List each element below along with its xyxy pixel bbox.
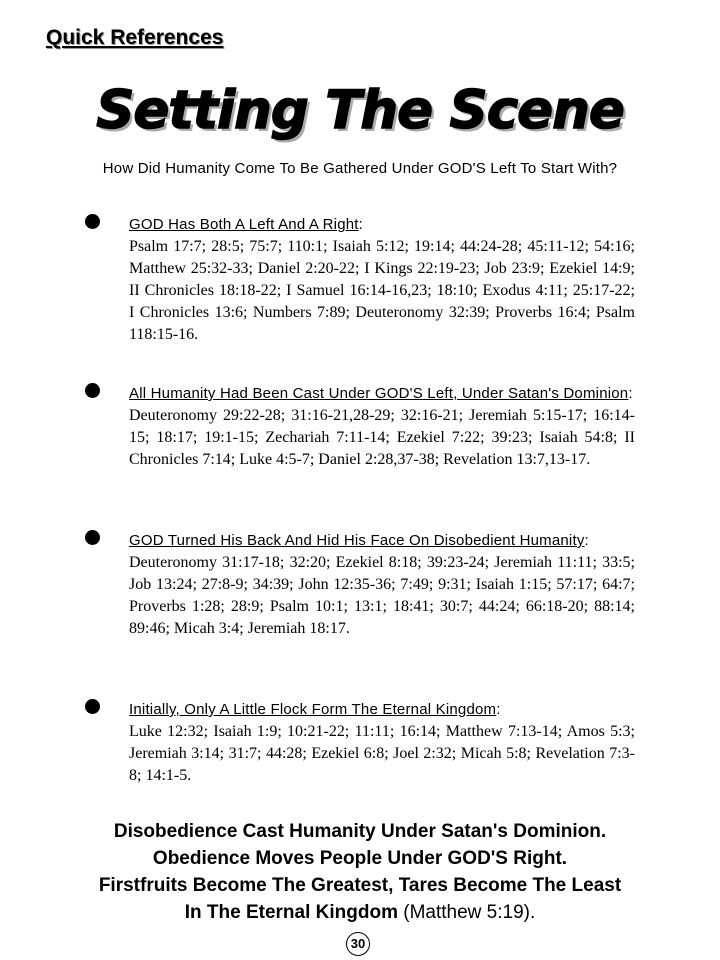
bullet-icon bbox=[85, 530, 100, 545]
reference-entry bbox=[85, 383, 635, 471]
summary-line bbox=[0, 899, 720, 926]
entry-heading-colon: : bbox=[628, 385, 633, 402]
entry-references: Psalm 17:7; 28:5; 75:7; 110:1; Isaiah 5:12; 19:14; 44:24-28; 45:11-12; 54:16; Matthew 25:32-33; Daniel 2:20-22; I Kings 22:19-23; Job 23:9; Ezekiel 14:9; II Chronicles 18:18-22; I Samuel 16:14-16,23; 18:10; Exodus 4:11; 25:17-22; I Chronicles 13:6; Numbers 7:89; Deuteronomy 32:39; Proverbs 16:4; Psalm 118:15-16. bbox=[129, 238, 635, 343]
reference-entry bbox=[85, 214, 635, 346]
reference-entry bbox=[85, 530, 635, 640]
bullet-icon bbox=[85, 383, 100, 398]
summary-line: Obedience Moves People Under GOD'S Right. bbox=[152, 848, 568, 869]
entry-heading-text: GOD Has Both A Left And A Right bbox=[129, 216, 359, 233]
entry-heading bbox=[129, 383, 635, 405]
summary-scripture-ref: (Matthew 5:19). bbox=[397, 902, 536, 923]
bullet-icon bbox=[85, 699, 100, 714]
reference-entry bbox=[85, 699, 635, 787]
summary-line: Disobedience Cast Humanity Under Satan's Dominion. bbox=[113, 821, 607, 842]
quick-references-label: Quick References bbox=[46, 26, 224, 49]
entry-heading-colon: : bbox=[584, 532, 589, 549]
entry-heading bbox=[129, 699, 635, 721]
entry-heading-text: Initially, Only A Little Flock Form The Eternal Kingdom bbox=[129, 701, 497, 718]
entry-heading bbox=[129, 530, 635, 552]
entry-references: Luke 12:32; Isaiah 1:9; 10:21-22; 11:11; 16:14; Matthew 7:13-14; Amos 5:3; Jeremiah 3:14; 31:7; 44:28; Ezekiel 6:8; Joel 2:32; Micah 5:8; Revelation 7:3-8; 14:1-5. bbox=[129, 723, 635, 784]
bullet-icon bbox=[85, 214, 100, 229]
entry-references: Deuteronomy 31:17-18; 32:20; Ezekiel 8:18; 39:23-24; Jeremiah 11:11; 33:5; Job 13:24; 27:8-9; 34:39; John 12:35-36; 7:49; 9:31; Isaiah 1:15; 57:17; 64:7; Proverbs 1:28; 28:9; Psalm 10:1; 13:1; 18:41; 30:7; 44:24; 66:18-20; 88:14; 89:46; Micah 3:4; Jeremiah 18:17. bbox=[129, 554, 635, 637]
entry-heading-colon: : bbox=[496, 701, 501, 718]
entry-heading-text: GOD Turned His Back And Hid His Face On Disobedient Humanity bbox=[129, 532, 585, 549]
page-subtitle: How Did Humanity Come To Be Gathered Under GOD'S Left To Start With? bbox=[102, 160, 618, 177]
entry-references: Deuteronomy 29:22-28; 31:16-21,28-29; 32:16-21; Jeremiah 5:15-17; 16:14-15; 18:17; 19:1-15; Zechariah 7:11-14; Ezekiel 7:22; 39:23; Isaiah 54:8; II Chronicles 7:14; Luke 4:5-7; Daniel 2:28,37-38; Revelation 13:7,13-17. bbox=[129, 407, 635, 468]
summary-line: Firstfruits Become The Greatest, Tares Become The Least bbox=[98, 875, 622, 896]
entry-heading-text: All Humanity Had Been Cast Under GOD'S Left, Under Satan's Dominion bbox=[129, 385, 629, 402]
entry-heading-colon: : bbox=[358, 216, 364, 233]
entry-heading bbox=[129, 214, 635, 236]
page-title: Setting The Scene bbox=[96, 80, 624, 141]
summary-line-bold: In The Eternal Kingdom bbox=[184, 902, 398, 923]
page-number: 30 bbox=[346, 932, 370, 956]
summary-block bbox=[0, 818, 720, 926]
